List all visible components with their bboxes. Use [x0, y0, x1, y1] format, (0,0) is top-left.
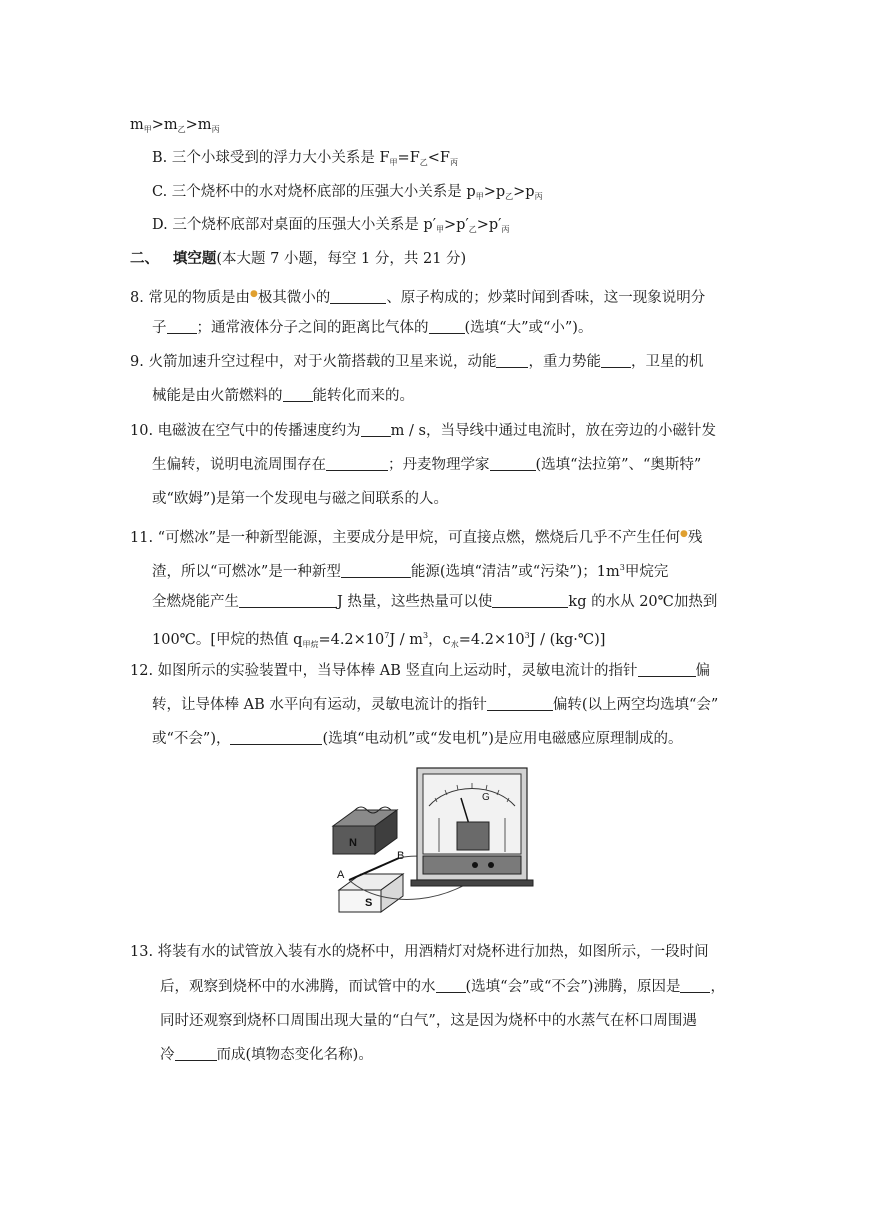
option-b: B. 三个小球受到的浮力大小关系是 $F_甲=F_乙<F_丙$ — [152, 150, 458, 167]
option-c: C. 三个烧杯中的水对烧杯底部的压强大小关系是 $p_甲>p_乙>p_丙$ — [152, 184, 543, 201]
question-13-line-1: 13. 将装有水的试管放入装有水的烧杯中，用酒精灯对烧杯进行加热，如图所示，一段时间 — [130, 944, 709, 960]
question-10-line-1: 10. 电磁波在空气中的传播速度约为 m / s，当导线中通过电流时，放在旁边的小磁针发 — [130, 423, 716, 439]
experiment-figure — [325, 762, 545, 927]
terminal-minus — [472, 862, 478, 868]
question-8-line-2: 子 ；通常液体分子之间的距离比气体的 (选填“大”或“小”)。 — [152, 320, 593, 336]
question-11-line-1: 11. “可燃冰”是一种新型能源，主要成分是甲烷，可直接点燃，燃烧后几乎不产生任何●残 — [130, 529, 703, 546]
question-9-line-1: 9. 火箭加速升空过程中，对于火箭搭载的卫星来说，动能 ，重力势能 ，卫星的机 — [130, 354, 704, 370]
label-n: N — [349, 837, 357, 849]
label-a: A — [337, 869, 345, 881]
option-d: D. 三个烧杯底部对桌面的压强大小关系是 $p'_甲>p'_乙>p'_丙$ — [152, 217, 510, 234]
question-13-line-4: 冷 而成(填物态变化名称)。 — [160, 1047, 373, 1063]
question-10-line-2: 生偏转，说明电流周围存在 ；丹麦物理学家 (选填“法拉第”、“奥斯特” — [152, 457, 702, 473]
question-12-line-3: 或“不会”)， (选填“电动机”或“发电机”)是应用电磁感应原理制成的。 — [152, 731, 683, 747]
section-heading: 二、 填空题(本大题 7 小题，每空 1 分，共 21 分) — [130, 250, 467, 267]
question-8-line-1: 8. 常见的物质是由●极其微小的 、原子构成的；炒菜时闻到香味，这一现象说明分 — [130, 289, 706, 306]
question-12-line-1: 12. 如图所示的实验装置中，当导体棒 AB 竖直向上运动时，灵敏电流计的指针 偏 — [130, 663, 711, 679]
terminal-plus — [488, 862, 494, 868]
question-11-line-2: 渣，所以“可燃冰”是一种新型 能源(选填“清洁”或“污染”)；$1m^3$甲烷完 — [152, 563, 669, 580]
question-11-line-4: 100℃。[甲烷的热值 $q_{甲烷}=4.2\times 10^7J / m^3$，$c_水=4.2\times 10^3J$ / (kg·℃)] — [152, 631, 606, 649]
magnet-n-pole — [333, 807, 397, 854]
galvanometer — [411, 768, 533, 886]
question-10-line-3: 或“欧姆”)是第一个发现电与磁之间联系的人。 — [152, 491, 448, 507]
label-g: G — [482, 792, 490, 803]
label-b: B — [397, 850, 405, 862]
question-13-line-3: 同时还观察到烧杯口周围出现大量的“白气”，这是因为烧杯中的水蒸气在杯口周围遇 — [160, 1013, 697, 1029]
question-12-line-2: 转，让导体棒 AB 水平向有运动，灵敏电流计的指针 偏转(以上两空均选填“会” — [152, 697, 719, 713]
question-13-line-2: 后，观察到烧杯中的水沸腾，而试管中的水 (选填“会”或“不会”)沸腾，原因是 ， — [160, 979, 725, 995]
question-11-line-3: 全燃烧能产生 J 热量，这些热量可以使 kg 的水从 20℃加热到 — [152, 594, 718, 610]
label-s: S — [365, 897, 373, 909]
question-9-line-2: 械能是由火箭燃料的 能转化而来的。 — [152, 388, 414, 404]
option-a-continuation: $m_甲>m_乙>m_丙$ — [130, 117, 220, 134]
